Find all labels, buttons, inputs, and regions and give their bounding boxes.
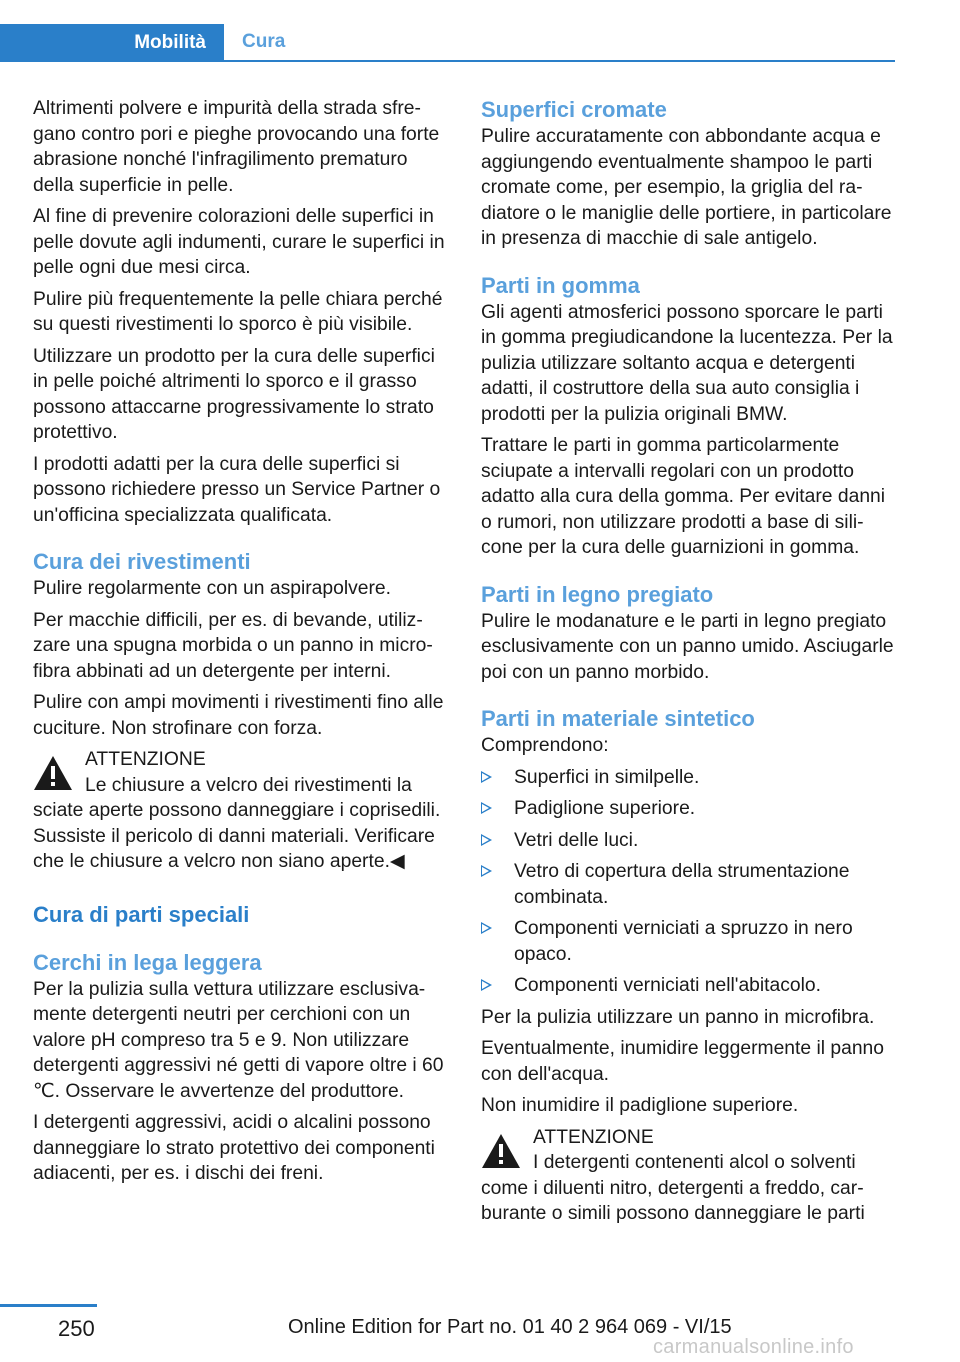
paragraph: Pulire regolarmente con un aspirapolvere. [33, 578, 391, 599]
paragraph: Pulire più frequentemente la pelle chiara perché su questi rivestimenti lo sporco è più visibile. [33, 288, 443, 335]
section-heading-sintetico: Parti in materiale sintetico [481, 706, 755, 731]
section-heading-parti-speciali: Cura di parti speciali [33, 901, 250, 927]
tab-cura-label: Cura [242, 31, 286, 52]
warning-text: come i diluenti nitro, detergenti a freddo, carburante o simili possono danneggiare le parti [481, 1177, 865, 1224]
paragraph: Pulire le modanature e le parti in legno pregiato esclusivamente con un panno umido. Asciugarle poi con un panno morbido. [481, 610, 894, 683]
list-item [481, 973, 897, 999]
list-item-text: Vetro di copertura della strumentazione combinata. [514, 861, 850, 908]
list-item [481, 828, 897, 854]
triangle-bullet-icon [481, 834, 492, 846]
list-item-text: Vetri delle luci. [514, 829, 639, 851]
warning-box [481, 1125, 897, 1227]
paragraph: Non inumidire il padiglione superiore. [481, 1095, 799, 1116]
warning-box [33, 747, 449, 875]
warning-text-line1: I detergenti contenenti alcol o solventi [533, 1152, 856, 1173]
warning-triangle-icon [33, 755, 73, 791]
warning-text-line1: Le chiusure a velcro dei rivestimenti la [85, 774, 412, 796]
section-heading-rivestimenti: Cura dei rivestimenti [33, 549, 251, 574]
list-item [481, 765, 897, 791]
paragraph: Gli agenti atmosferici possono sporcare le parti in gomma pregiudicandone la lucentezza. Per la pulizia utilizzare soltanto acqua e detergenti adatti, il costruttore della sua auto consiglia i prodotti per la pulizia originali BMW. [481, 301, 893, 425]
watermark: carmanualsonline.info [653, 1336, 854, 1358]
section-heading-cromate: Superfici cromate [481, 97, 667, 122]
paragraph: Altrimenti polvere e impurità della strada sfregano contro pori e pieghe provocando una forte abrasione nonché l'infragilimento prematuro della superficie in pelle. [33, 98, 440, 196]
warning-title: ATTENZIONE [533, 1126, 654, 1148]
bullet-list [481, 765, 897, 999]
paragraph: I prodotti adatti per la cura delle superfici si possono richiedere presso un Service Partner o un'officina specializzata qualificata. [33, 453, 441, 526]
list-item-text: Superfici in similpelle. [514, 766, 700, 788]
paragraph: Per la pulizia utilizzare un panno in microfibra. [481, 1006, 875, 1028]
warning-triangle-icon [481, 1133, 521, 1169]
paragraph: Per la pulizia sulla vettura utilizzare esclusivamente detergenti neutri per cerchioni con un valore pH compreso tra 5 e 9. Non utilizzare detergenti aggressivi né getti di vapore oltre i 60 ℃. Osservare le avvertenze del produttore. [33, 978, 444, 1102]
list-item [481, 796, 897, 822]
paragraph: Al fine di prevenire colorazioni delle superfici in pelle dovute agli indumenti, curare le superfici in pelle ogni due mesi circa. [33, 206, 445, 278]
tab-mobilita-label: Mobilità [134, 32, 206, 53]
paragraph: Per macchie difficili, per es. di bevande, utilizzare una spugna morbida o un panno in microfibra abbinati ad un detergente per interni. [33, 609, 433, 682]
warning-title: ATTENZIONE [85, 749, 206, 770]
list-item-text: Componenti verniciati nell'abitacolo. [514, 975, 821, 996]
tab-cura[interactable] [224, 24, 895, 60]
warning-text: sciate aperte possono danneggiare i coprisedili. Sussiste il pericolo di danni materiali. Verificare che le chiusure a velcro non siano aperte.◀ [33, 800, 441, 872]
paragraph: Pulire con ampi movimenti i rivestimenti fino alle cuciture. Non strofinare con forza. [33, 692, 444, 739]
paragraph: Utilizzare un prodotto per la cura delle superfici in pelle poiché altrimenti lo sporco e il grasso possono attaccarne progressivamente lo strato protettivo. [33, 345, 435, 443]
list-item-text: Componenti verniciati a spruzzo in nero opaco. [514, 918, 853, 965]
right-column [481, 96, 897, 1227]
section-heading-gomma: Parti in gomma [481, 272, 640, 298]
tab-mobilita[interactable] [0, 24, 224, 62]
edition-note: Online Edition for Part no. 01 40 2 964 069 - VI/15 [288, 1316, 732, 1338]
section-heading-cerchi: Cerchi in lega leggera [33, 949, 262, 975]
paragraph: Pulire accuratamente con abbondante acqua e aggiungendo eventualmente shampoo le parti cromate come, per esempio, la griglia del radiatore o le maniglie delle portiere, in particolare in presenza di macchie di sale antigelo. [481, 126, 892, 249]
page-number: 250 [58, 1316, 95, 1341]
paragraph: Eventualmente, inumidire leggermente il panno con dell'acqua. [481, 1038, 885, 1085]
triangle-bullet-icon [481, 771, 492, 783]
paragraph: I detergenti aggressivi, acidi o alcalini possono danneggiare lo strato protettivo dei componenti adiacenti, per es. i dischi dei freni. [33, 1112, 435, 1184]
triangle-bullet-icon [481, 802, 492, 814]
triangle-bullet-icon [481, 979, 492, 991]
header-tabs [0, 24, 895, 62]
triangle-bullet-icon [481, 922, 492, 934]
paragraph: Trattare le parti in gomma particolarmente sciupate a intervalli regolari con un prodotto adatto alla cura della gomma. Per evitare danni o rumori, non utilizzare prodotti a base di silicone per la cura delle guarnizioni in gomma. [481, 435, 886, 558]
paragraph: Comprendono: [481, 735, 609, 756]
triangle-bullet-icon [481, 865, 492, 877]
tab-underline [224, 60, 895, 62]
list-item [481, 916, 897, 967]
list-item-text: Padiglione superiore. [514, 798, 696, 819]
footer-rule [0, 1304, 97, 1307]
list-item [481, 859, 897, 910]
section-heading-legno: Parti in legno pregiato [481, 581, 714, 607]
left-column [33, 96, 449, 1193]
